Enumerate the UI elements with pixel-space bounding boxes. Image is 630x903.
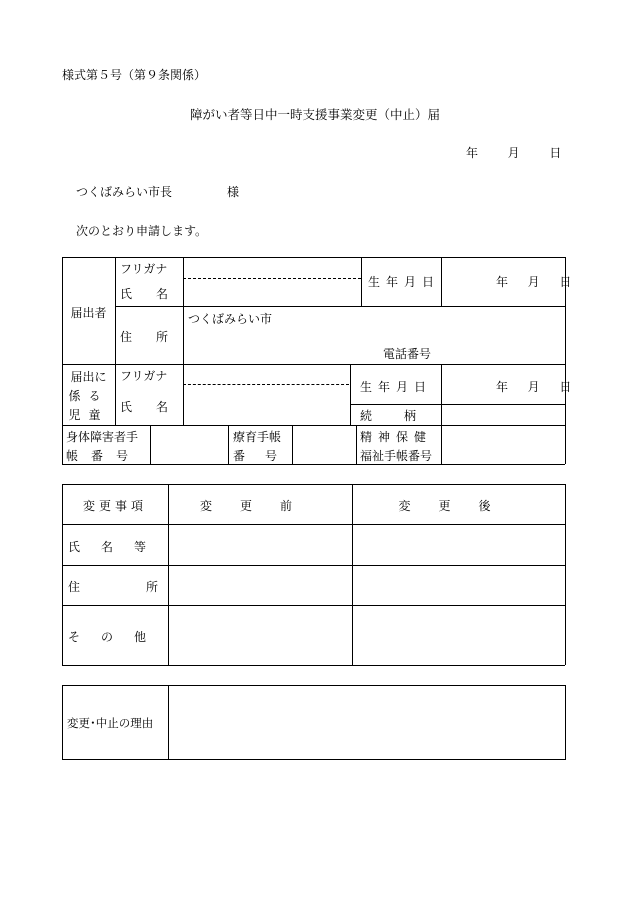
- birth-year-label: 年: [496, 275, 509, 289]
- address-text: 住 所: [120, 330, 169, 344]
- mental-handbook-field[interactable]: [444, 428, 562, 462]
- date-month-label: 月: [507, 146, 520, 160]
- mental-handbook-label: [360, 428, 432, 466]
- birth-month-label: 月: [527, 275, 540, 289]
- ryouiku-handbook-line1: 療育手帳: [233, 430, 282, 444]
- submission-date: [466, 144, 561, 161]
- ryouiku-handbook-line2: 番号: [233, 449, 298, 463]
- before-other-field[interactable]: [171, 608, 349, 663]
- birth-day-label: 日: [559, 275, 572, 289]
- child-birth-day-label: 日: [559, 380, 572, 394]
- before-address-field[interactable]: [171, 568, 349, 603]
- child-section-line3: 児童: [68, 408, 109, 422]
- name-text: 氏 名: [120, 287, 169, 301]
- physical-handbook-line1: 身体障害者手: [66, 430, 139, 444]
- child-relation-label: 続柄: [360, 409, 449, 423]
- honorific-sama: 様: [227, 185, 240, 199]
- row-label-name: 氏名等: [68, 540, 168, 554]
- col-change-item: 変更事項: [82, 499, 147, 513]
- form-number: 様式第５号（第９条関係）: [62, 68, 207, 82]
- after-other-field[interactable]: [355, 608, 562, 663]
- applicant-name-label: [120, 285, 178, 302]
- applicant-birth-label: 生年月日: [368, 275, 441, 289]
- row-label-other: その他: [68, 630, 168, 644]
- addressee: つくばみらい市長: [76, 185, 173, 199]
- applicant-name-field[interactable]: [188, 282, 358, 304]
- child-section-line2: 係る: [68, 389, 109, 403]
- child-birth-year-label: 年: [496, 380, 509, 394]
- applicant-phone-label: 電話番号: [383, 347, 432, 361]
- before-name-field[interactable]: [171, 527, 349, 563]
- child-section-line1: 届出に: [70, 370, 107, 384]
- reason-label: 変更･中止の理由: [67, 716, 154, 730]
- child-name-label: [120, 398, 178, 415]
- ryouiku-handbook-label: [233, 428, 297, 466]
- child-name-text: 氏 名: [120, 400, 169, 414]
- applicant-furigana-label: [120, 260, 178, 277]
- row-label-address: 住所: [68, 580, 225, 594]
- applicant-birth-field[interactable]: [496, 273, 571, 290]
- applicant-address-value[interactable]: つくばみらい市: [188, 312, 273, 326]
- child-furigana-label: フリガナ: [120, 369, 168, 383]
- child-birth-field[interactable]: [496, 378, 571, 395]
- physical-handbook-field[interactable]: [153, 428, 225, 462]
- ryouiku-handbook-field[interactable]: [295, 428, 353, 462]
- col-after: 変更後: [398, 499, 519, 513]
- physical-handbook-line2: 帳番号: [66, 449, 142, 463]
- after-name-field[interactable]: [355, 527, 562, 563]
- child-birth-month-label: 月: [527, 380, 540, 394]
- child-birth-label: 生年月日: [360, 380, 433, 394]
- mental-handbook-line2: 福祉手帳番号: [360, 449, 433, 463]
- reason-field[interactable]: [171, 688, 562, 757]
- applicant-address-label: [120, 328, 178, 345]
- mental-handbook-line1: 精神保健: [360, 430, 433, 444]
- physical-handbook-label: [66, 428, 141, 466]
- applicant-section-label: 届出者: [70, 306, 107, 320]
- col-before: 変更前: [199, 499, 320, 513]
- child-name-field[interactable]: [188, 388, 346, 422]
- after-address-field[interactable]: [355, 568, 562, 603]
- date-year-label: 年: [466, 146, 479, 160]
- form-title: 障がい者等日中一時支援事業変更（中止）届: [189, 107, 440, 122]
- child-section-label: [62, 368, 115, 425]
- intro-text: 次のとおり申請します。: [76, 224, 208, 238]
- furigana-text: フリガナ: [120, 262, 168, 276]
- applicant-furigana-field[interactable]: [188, 260, 358, 277]
- child-furigana-field[interactable]: [188, 366, 346, 383]
- child-relation-field[interactable]: [446, 406, 562, 423]
- date-day-label: 日: [549, 146, 562, 160]
